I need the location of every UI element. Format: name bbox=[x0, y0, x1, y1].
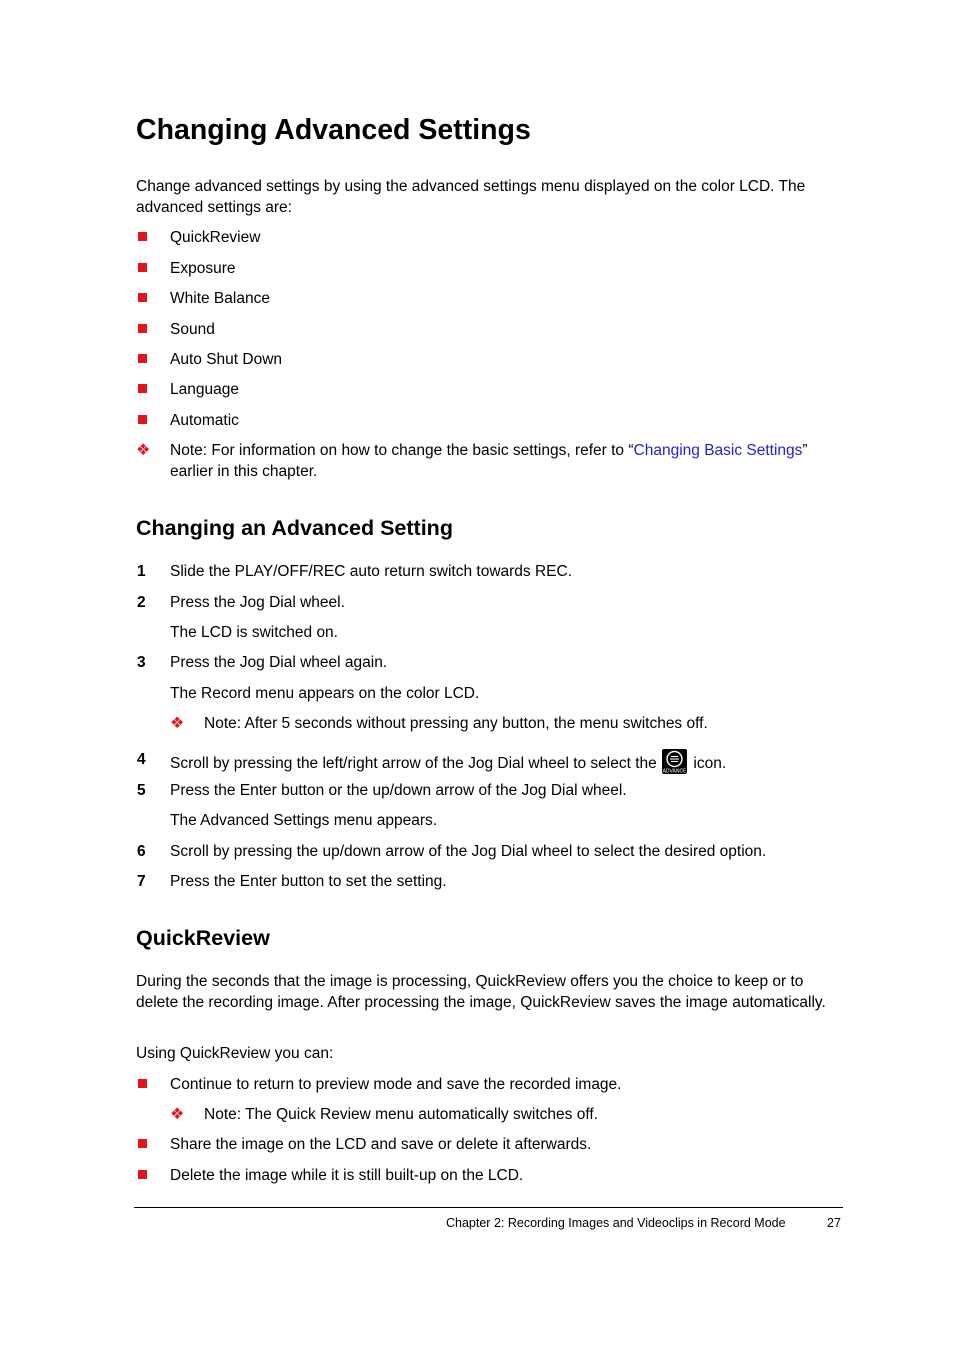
step-number: 2 bbox=[137, 594, 146, 611]
list-item: Continue to return to preview mode and save the recorded image. bbox=[170, 1076, 622, 1093]
step-note: Note: After 5 seconds without pressing any button, the menu switches off. bbox=[204, 715, 708, 732]
quickreview-intro: Using QuickReview you can: bbox=[136, 1045, 334, 1062]
square-bullet-icon bbox=[138, 1170, 147, 1179]
list-item: Share the image on the LCD and save or delete it afterwards. bbox=[170, 1136, 592, 1153]
square-bullet-icon bbox=[138, 354, 147, 363]
step-text-before-icon: Scroll by pressing the left/right arrow of the Jog Dial wheel to select the bbox=[170, 755, 657, 772]
square-bullet-icon bbox=[138, 293, 147, 302]
square-bullet-icon bbox=[138, 263, 147, 272]
step-text: Press the Enter button or the up/down arrow of the Jog Dial wheel. bbox=[170, 782, 627, 799]
section-heading-quickreview: QuickReview bbox=[136, 926, 270, 950]
changing-basic-settings-link[interactable]: Changing Basic Settings bbox=[633, 442, 803, 459]
footer-chapter: Chapter 2: Recording Images and Videoclips in Record Mode bbox=[446, 1216, 786, 1230]
square-bullet-icon bbox=[138, 384, 147, 393]
intro-paragraph: Change advanced settings by using the advanced settings menu displayed on the color LCD. The advanced settings are: bbox=[136, 178, 806, 216]
square-bullet-icon bbox=[138, 415, 147, 424]
step-text: Press the Jog Dial wheel. bbox=[170, 594, 345, 611]
list-item: Sound bbox=[170, 321, 215, 338]
step-result: The LCD is switched on. bbox=[170, 624, 338, 641]
step-number: 7 bbox=[137, 873, 146, 890]
step-text bbox=[170, 749, 726, 774]
list-item: Automatic bbox=[170, 412, 239, 429]
list-item: White Balance bbox=[170, 290, 270, 307]
step-text: Press the Enter button to set the setting. bbox=[170, 873, 447, 890]
note-text-line2: earlier in this chapter. bbox=[170, 463, 318, 480]
square-bullet-icon bbox=[138, 324, 147, 333]
footer-page-number: 27 bbox=[827, 1216, 841, 1230]
diamond-note-icon: ❖ bbox=[170, 715, 185, 732]
step-number: 5 bbox=[137, 782, 146, 799]
diamond-note-icon: ❖ bbox=[170, 1106, 185, 1123]
square-bullet-icon bbox=[138, 1079, 147, 1088]
diamond-note-icon: ❖ bbox=[136, 442, 151, 459]
square-bullet-icon bbox=[138, 1139, 147, 1148]
note-text-end: ” bbox=[802, 442, 808, 459]
step-number: 1 bbox=[137, 563, 146, 580]
square-bullet-icon bbox=[138, 232, 147, 241]
quickreview-paragraph: During the seconds that the image is processing, QuickReview offers you the choice to keep or to delete the recording image. After processing the image, QuickReview saves the image automatically. bbox=[136, 973, 826, 1011]
step-text: Press the Jog Dial wheel again. bbox=[170, 654, 388, 671]
footer-divider bbox=[134, 1207, 843, 1208]
step-text-after-icon: icon. bbox=[693, 755, 727, 772]
step-text: Slide the PLAY/OFF/REC auto return switch towards REC. bbox=[170, 563, 573, 580]
page-title: Changing Advanced Settings bbox=[136, 114, 531, 146]
step-result: The Advanced Settings menu appears. bbox=[170, 812, 438, 829]
step-result: The Record menu appears on the color LCD. bbox=[170, 685, 480, 702]
step-number: 6 bbox=[137, 843, 146, 860]
list-item: Auto Shut Down bbox=[170, 351, 283, 368]
list-item: Exposure bbox=[170, 260, 236, 277]
advanced-icon-label: ADVANCE bbox=[662, 768, 687, 774]
list-item: QuickReview bbox=[170, 229, 261, 246]
step-number: 3 bbox=[137, 654, 146, 671]
advanced-settings-icon bbox=[662, 749, 687, 774]
note-text: Note: For information on how to change the basic settings, refer to “ bbox=[170, 442, 634, 459]
quickreview-note: Note: The Quick Review menu automatically switches off. bbox=[204, 1106, 598, 1123]
step-text: Scroll by pressing the up/down arrow of the Jog Dial wheel to select the desired option. bbox=[170, 843, 767, 860]
list-item: Language bbox=[170, 381, 239, 398]
section-heading-advanced-setting: Changing an Advanced Setting bbox=[136, 516, 453, 540]
step-number: 4 bbox=[137, 751, 146, 768]
list-item: Delete the image while it is still built-up on the LCD. bbox=[170, 1167, 524, 1184]
note-basic-settings bbox=[170, 440, 808, 461]
